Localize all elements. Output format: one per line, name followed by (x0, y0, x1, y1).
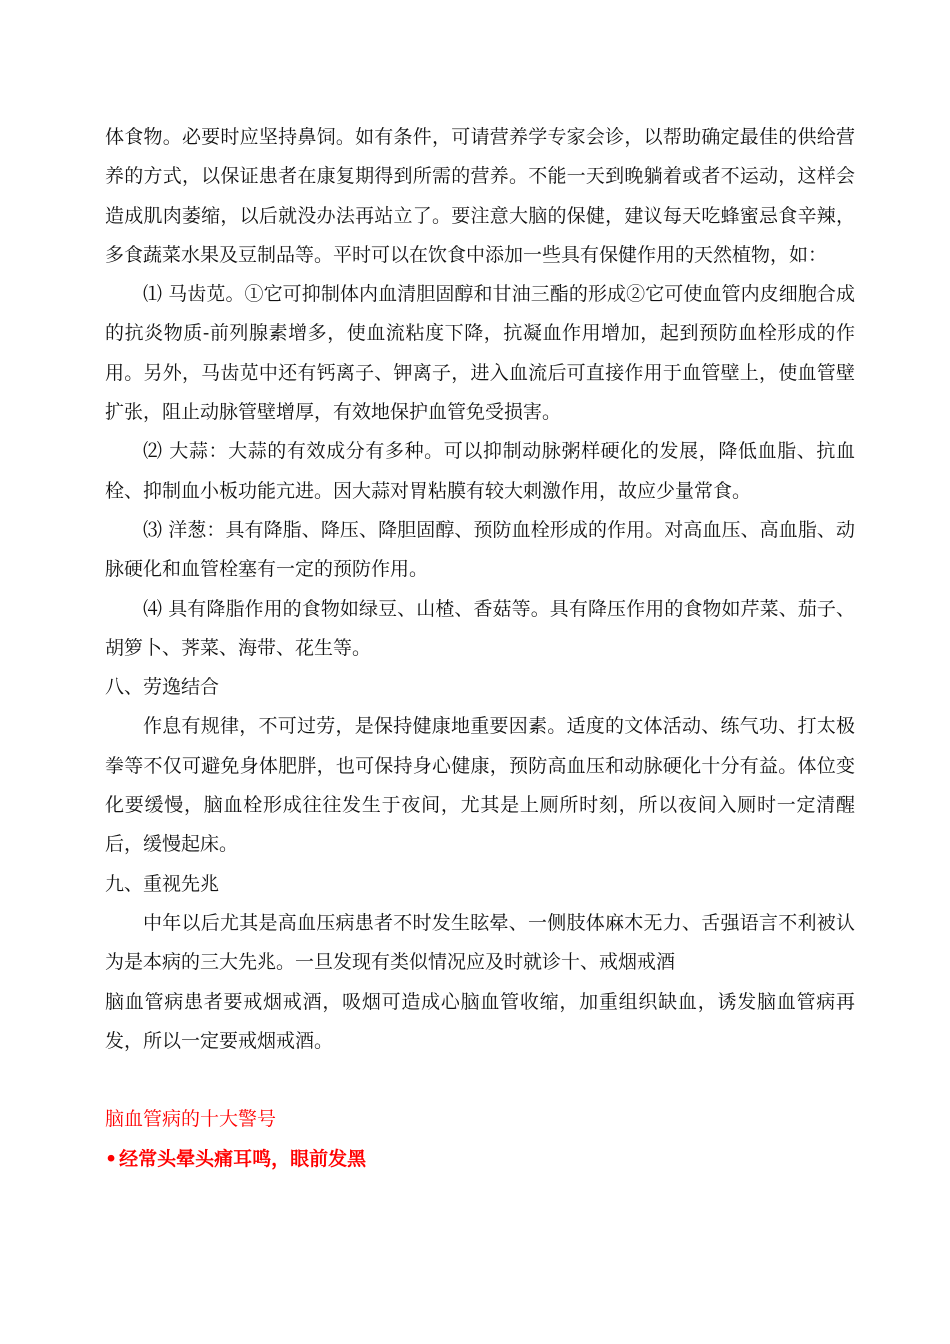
paragraph-warning-signs: 中年以后尤其是高血压病患者不时发生眩晕、一侧肢体麻木无力、舌强语言不利被认为是本病的三大先兆。一旦发现有类似情况应及时就诊十、戒烟戒酒 (105, 911, 855, 974)
paragraph-purslane: ⑴ 马齿苋。①它可抑制体内血清胆固醇和甘油三酯的形成②它可使血管内皮细胞合成的抗炎物质-前列腺素增多，使血流粘度下降，抗凝血作用增加，起到预防血栓形成的作用。另外，马齿苋中还有钙离子、钾离子，进入血流后可直接作用于血管壁上，使血管壁扩张，阻止动脉管壁增厚，有效地保护血管免受损害。 (105, 283, 855, 424)
warning-title: 脑血管病的十大警号 (105, 1108, 277, 1131)
warning-bullet-text: 经常头晕头痛耳鸣，眼前发黑 (119, 1147, 367, 1170)
paragraph-rest: 作息有规律，不可过劳，是保持健康地重要因素。适度的文体活动、练气功、打太极拳等不仅可避免身体肥胖，也可保持身心健康，预防高血压和动脉硬化十分有益。体位变化要缓慢，脑血栓形成往往发生于夜间，尤其是上厕所时刻，所以夜间入厕时一定清醒后，缓慢起床。 (105, 715, 855, 856)
document-body (105, 118, 855, 1179)
section-heading-rest: 八、劳逸结合 (105, 676, 220, 699)
section-heading-warning-signs: 九、重视先兆 (105, 872, 220, 895)
paragraph-garlic: ⑵ 大蒜：大蒜的有效成分有多种。可以抑制动脉粥样硬化的发展，降低血脂、抗血栓、抑制血小板功能亢进。因大蒜对胃粘膜有较大刺激作用，故应少量常食。 (105, 440, 855, 502)
paragraph-lipid-lowering-foods: ⑷ 具有降脂作用的食物如绿豆、山楂、香菇等。具有降压作用的食物如芹菜、茄子、胡箩卜、荠菜、海带、花生等。 (105, 597, 855, 659)
warning-bullet-item (105, 1140, 855, 1179)
bullet-icon: • (105, 1147, 118, 1170)
blank-line (105, 1061, 855, 1100)
paragraph-quit-smoking: 脑血管病患者要戒烟戒酒，吸烟可造成心脑血管收缩，加重组织缺血，诱发脑血管病再发，所以一定要戒烟戒酒。 (105, 990, 855, 1052)
paragraph-diet-care: 体食物。必要时应坚持鼻饲。如有条件，可请营养学专家会诊，以帮助确定最佳的供给营养的方式，以保证患者在康复期得到所需的营养。不能一天到晚躺着或者不运动，这样会造成肌肉萎缩，以后就没办法再站立了。要注意大脑的保健，建议每天吃蜂蜜忌食辛辣，多食蔬菜水果及豆制品等。平时可以在饮食中添加一些具有保健作用的天然植物，如： (105, 126, 855, 266)
paragraph-onion: ⑶ 洋葱：具有降脂、降压、降胆固醇、预防血栓形成的作用。对高血压、高血脂、动脉硬化和血管栓塞有一定的预防作用。 (105, 518, 855, 581)
